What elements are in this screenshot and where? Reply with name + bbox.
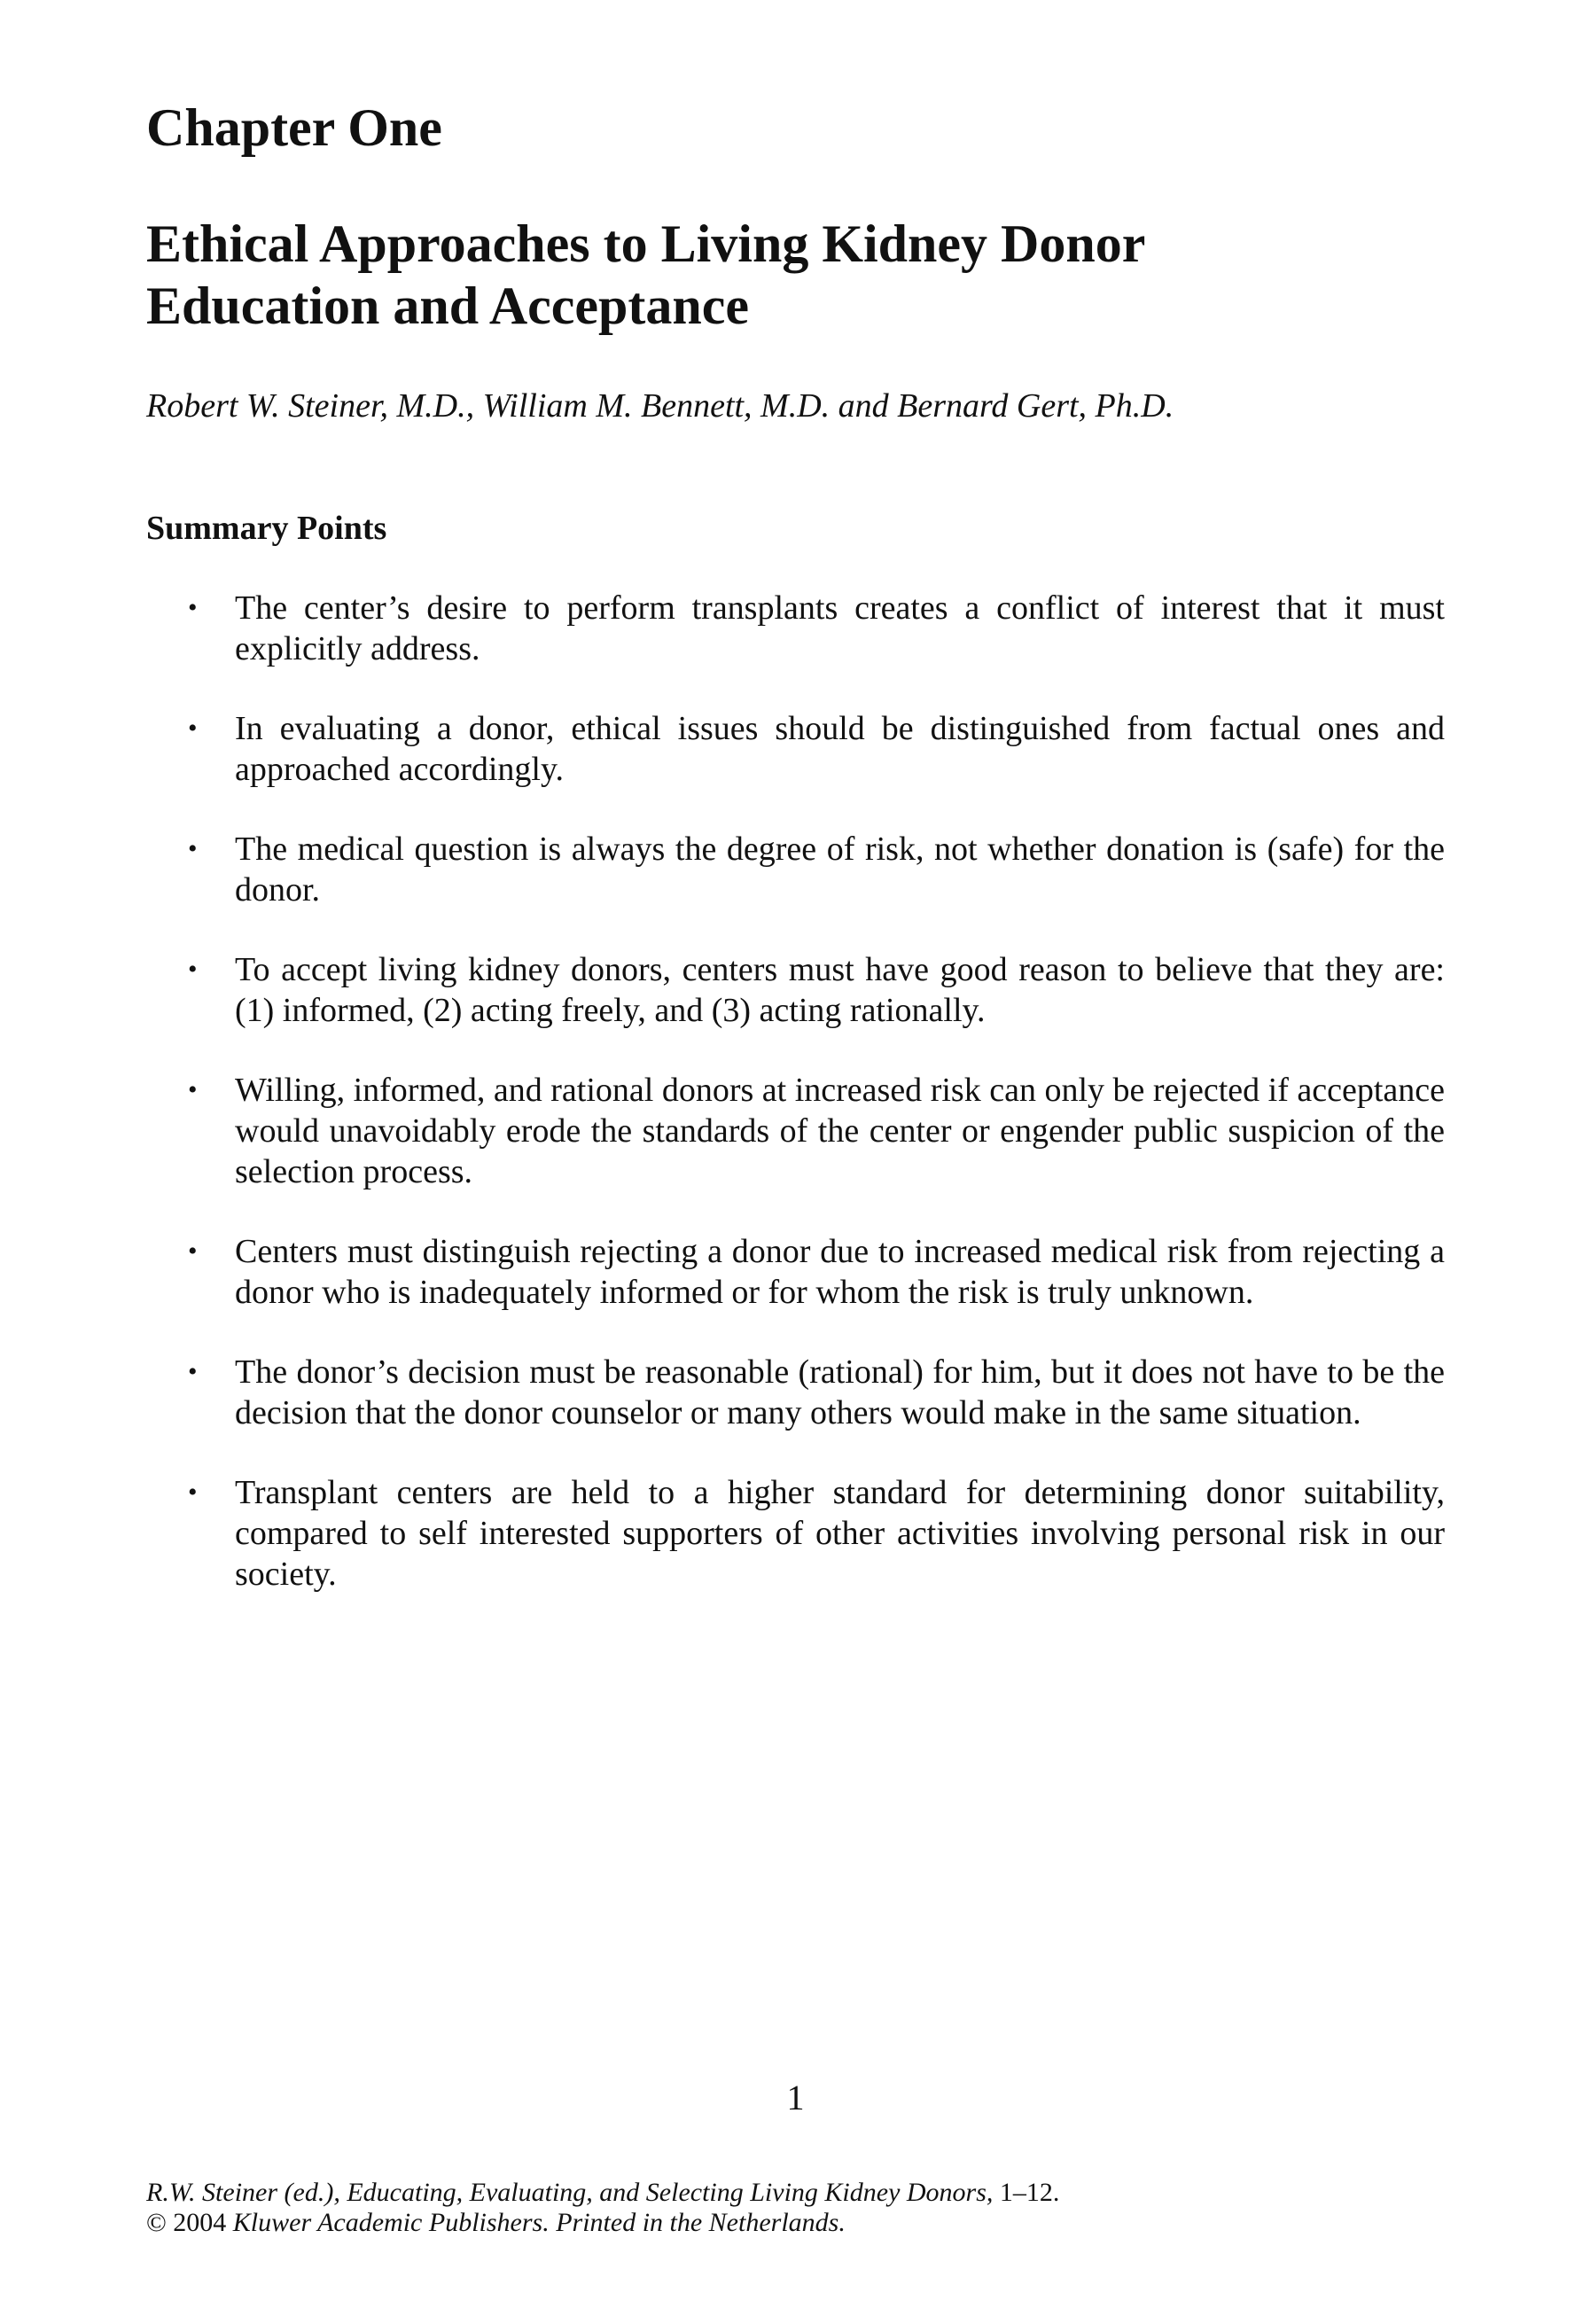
copyright-text: Kluwer Academic Publishers. Printed in the Netherlands. — [232, 2208, 846, 2237]
summary-point — [146, 1352, 1445, 1433]
summary-point — [146, 949, 1445, 1031]
copyright-prefix: © 2004 — [146, 2208, 227, 2237]
summary-point-text: Transplant centers are held to a higher standard for determining donor suitability, compared to self interested supporters of other activities involving personal risk in our society. — [235, 1474, 1445, 1593]
summary-point — [146, 708, 1445, 790]
summary-point-text: The medical question is always the degree of risk, not whether donation is (safe) for the donor. — [235, 831, 1445, 909]
chapter-title-line-1: Ethical Approaches to Living Kidney Donor — [146, 214, 1146, 273]
bullet-icon: • — [188, 1075, 198, 1104]
chapter-label: Chapter One — [146, 98, 442, 157]
author-list: Robert W. Steiner, M.D., William M. Bennett, M.D. and Bernard Gert, Ph.D. — [146, 387, 1174, 425]
citation-line — [146, 2178, 1445, 2208]
chapter-title — [146, 213, 1387, 337]
summary-point — [146, 829, 1445, 910]
summary-point — [146, 588, 1445, 669]
bullet-icon: • — [188, 714, 198, 743]
chapter-title-line-2: Education and Acceptance — [146, 277, 750, 335]
citation-footer — [146, 2178, 1445, 2238]
summary-point-text: In evaluating a donor, ethical issues should be distinguished from factual ones and approached accordingly. — [235, 710, 1445, 788]
bullet-icon: • — [188, 1357, 198, 1386]
bullet-icon: • — [188, 1236, 198, 1266]
summary-point — [146, 1472, 1445, 1595]
summary-point-text: The center’s desire to perform transplants creates a conflict of interest that it must explicitly address. — [235, 589, 1445, 667]
summary-point-text: Centers must distinguish rejecting a donor due to increased medical risk from rejecting a donor who is inadequately informed or for whom the risk is truly unknown. — [235, 1233, 1445, 1311]
summary-points-list — [146, 588, 1445, 1634]
bullet-icon: • — [188, 593, 198, 622]
citation-pages: 1–12. — [999, 2178, 1060, 2207]
page-number: 1 — [786, 2078, 805, 2117]
copyright-line — [146, 2208, 1445, 2238]
summary-point — [146, 1070, 1445, 1192]
summary-point — [146, 1231, 1445, 1313]
bullet-icon: • — [188, 1478, 198, 1507]
summary-point-text: Willing, informed, and rational donors at increased risk can only be rejected if acceptance would unavoidably erode the standards of the center or engender public suspicion of the selection process. — [235, 1072, 1445, 1190]
bullet-icon: • — [188, 955, 198, 984]
citation-title: Educating, Evaluating, and Selecting Living Kidney Donors, — [347, 2178, 994, 2207]
summary-point-text: The donor’s decision must be reasonable (rational) for him, but it does not have to be the decision that the donor counselor or many others would make in the same situation. — [235, 1353, 1445, 1431]
bullet-icon: • — [188, 834, 198, 863]
citation-editor: R.W. Steiner (ed.), — [146, 2178, 340, 2207]
summary-heading: Summary Points — [146, 510, 387, 547]
summary-point-text: To accept living kidney donors, centers must have good reason to believe that they are: (1) informed, (2) acting freely, and (3) acting rationally. — [235, 951, 1445, 1029]
